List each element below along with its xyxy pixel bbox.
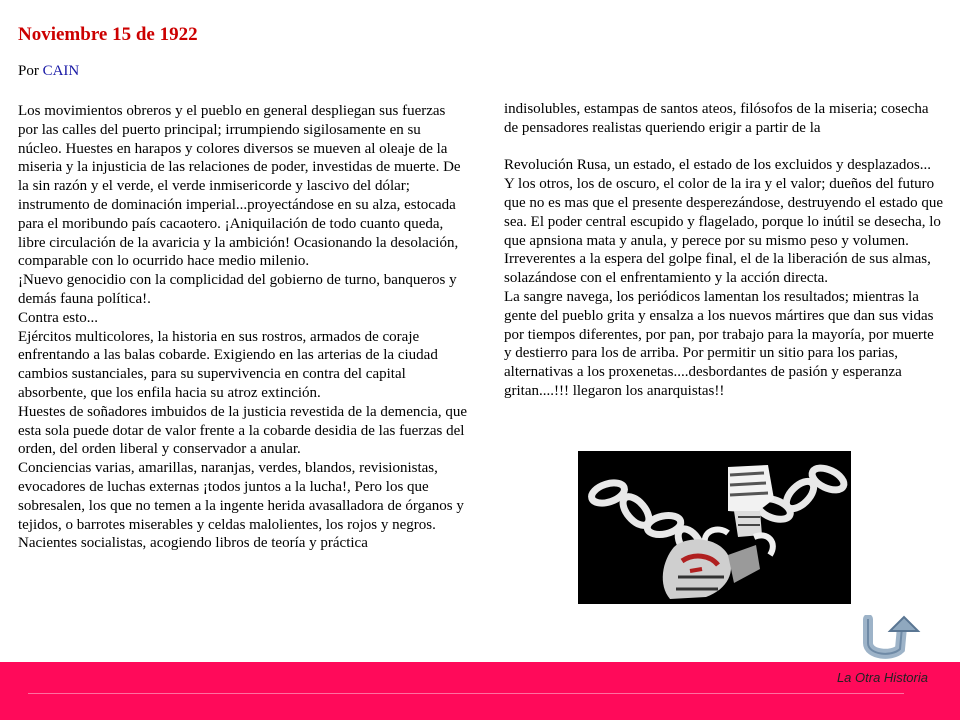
article-paragraph: indisolubles, estampas de santos ateos, filósofos de la miseria; cosecha de pensadores realistas queriendo erigir a partir de la [504,101,929,136]
author-name: CAIN [42,63,80,79]
article-paragraph: Contra esto... [18,309,98,326]
article-paragraph: Y los otros, los de oscuro, el color de la ira y el valor; dueños del futuro que no es mas que el presente desperezándose, destruyendo el estado que sea. El poder central escupido y flagelado, porque lo inútil se desecha, lo que apnsiona mata y anula, y perece por su mismo peso y volumen. [504,176,944,249]
date-title: Noviembre 15 de 1922 [18,24,198,45]
article-paragraph: Conciencias varias, amarillas, naranjas, verdes, blandos, revisionistas, evocadores de luchas externas ¡todos juntos a la lucha!, Pero los que sobresalen, los que no temen a la ingente herida avasalladora de órganos y tejidos, o barrotes miserables y celdas malolientes, los rojos y negros. [18,460,464,533]
footer-divider [28,693,904,694]
article-paragraph: Los movimientos obreros y el pueblo en general despliegan sus fuerzas por las calles del puerto principal; irrumpiendo sigilosamente en su núcleo. Huestes en harapos y colores diversos se mueven al oleaje de la miseria y la injusticia de las relaciones de poder, investidas de muerte. De la sin razón y el verde, el verde inmisericorde y lascivo del dólar; instrumento de dominación imperial...proyectándose en su alza, estocada para el moribundo país cacaotero. ¡Aniquilación de todo cuanto queda, libre circulación de la avaricia y la ambición! Ocasionando la desolación, comparable con lo ocurrido hace medio milenio. [18,103,461,270]
article-column-left [18,102,468,553]
article-paragraph: La sangre navega, los periódicos lamentan los resultados; mientras la gente del pueblo grita y ensalza a los nuevos mártires que dan sus vidas por tiempos diferentes, por pan, por trabajo para la mayoría, por muerte y destierro para los de arriba. Por permitir un sitio para los parias, alternativas a los proxenetas....desbordantes de pasión y esperanza gritan....!!! llegaron los anarquistas!! [504,288,934,399]
return-button[interactable] [862,615,934,659]
article-paragraph: Ejércitos multicolores, la historia en sus rostros, armados de coraje enfrentando a las balas cobarde. Exigiendo en las arterias de la ciudad cambios sustanciales, para su supervivencia en contra del capital absorbente, que los enfila hacia su atroz extinción. [18,328,438,401]
article-paragraph: Nacientes socialistas, acogiendo libros de teoría y práctica [18,535,368,552]
article-paragraph: ¡Nuevo genocidio con la complicidad del gobierno de turno, banqueros y demás fauna política!. [18,272,457,307]
article-paragraph: Revolución Rusa, un estado, el estado de los excluidos y desplazados... [504,157,931,174]
broken-chains-fist-illustration [578,451,851,604]
footer-label: La Otra Historia [836,670,928,685]
return-arrow-icon [862,615,934,659]
byline [18,63,79,80]
chain-fist-artwork [578,451,851,604]
article-column-right [504,100,944,401]
article-paragraph: Irreverentes a la espera del golpe final, el de la liberación de sus almas, solazándose con el enfrentamiento y la acción directa. [504,251,931,287]
footer-bar [0,662,960,720]
by-label: Por [18,63,39,79]
article-paragraph: Huestes de soñadores imbuidos de la justicia revestida de la demencia, que esta sola puede dotar de valor frente a la cobarde desidia de las fuerzas del orden, del orden liberal y conservador a anular. [18,403,468,458]
